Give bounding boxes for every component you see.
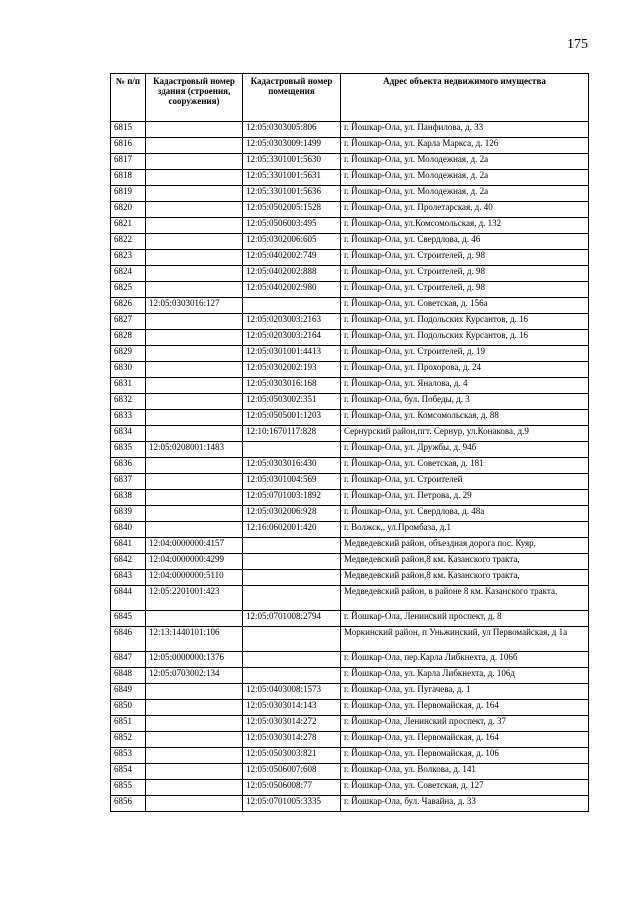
cell-address: г. Йошкар-Ола, ул. Свердлова, д. 48а xyxy=(341,506,589,522)
cell-row-number: 6832 xyxy=(111,394,146,410)
cell-building-cadastral: 12:04:0000000:4299 xyxy=(146,554,243,570)
table-row xyxy=(111,186,589,202)
cell-row-number: 6853 xyxy=(111,748,146,764)
cell-row-number: 6834 xyxy=(111,426,146,442)
table-row xyxy=(111,250,589,266)
cell-building-cadastral: 12:05:0703002:134 xyxy=(146,668,243,684)
table-row xyxy=(111,378,589,394)
table-row xyxy=(111,627,589,652)
table-row xyxy=(111,748,589,764)
cell-address: г. Йошкар-Ола, ул. Дружбы, д. 94б xyxy=(341,442,589,458)
cell-address: г. Йошкар-Ола, Ленинский проспект, д. 37 xyxy=(341,716,589,732)
cell-address: г. Йошкар-Ола, ул. Молодежная, д. 2а xyxy=(341,186,589,202)
cell-address: г. Йошкар-Ола, ул. Карла Маркса, д. 126 xyxy=(341,138,589,154)
cell-address: г. Йошкар-Ола, ул. Строителей, д. 98 xyxy=(341,266,589,282)
cell-premises-cadastral: 12:16:0602001:420 xyxy=(243,522,341,538)
cell-building-cadastral: 12:04:0000000:4157 xyxy=(146,538,243,554)
cell-row-number: 6835 xyxy=(111,442,146,458)
cell-building-cadastral xyxy=(146,202,243,218)
cell-row-number: 6830 xyxy=(111,362,146,378)
table-row xyxy=(111,314,589,330)
cell-premises-cadastral: 12:05:0303016:430 xyxy=(243,458,341,474)
cell-premises-cadastral: 12:05:0701008:2794 xyxy=(243,611,341,627)
cell-building-cadastral: 12:05:0208001:1483 xyxy=(146,442,243,458)
cell-row-number: 6827 xyxy=(111,314,146,330)
cell-row-number: 6840 xyxy=(111,522,146,538)
cell-building-cadastral xyxy=(146,716,243,732)
cell-row-number: 6823 xyxy=(111,250,146,266)
cell-building-cadastral: 12:04:0000000:5110 xyxy=(146,570,243,586)
cell-row-number: 6838 xyxy=(111,490,146,506)
cell-premises-cadastral: 12:05:0506008:77 xyxy=(243,780,341,796)
cell-building-cadastral xyxy=(146,394,243,410)
cell-row-number: 6816 xyxy=(111,138,146,154)
cell-building-cadastral: 12:13:1440101:106 xyxy=(146,627,243,652)
table-row xyxy=(111,282,589,298)
cell-row-number: 6825 xyxy=(111,282,146,298)
cell-premises-cadastral: 12:05:3301001:5630 xyxy=(243,154,341,170)
cell-address: г. Йошкар-Ола, ул. Строителей, д. 19 xyxy=(341,346,589,362)
cell-premises-cadastral: 12:05:3301001:5631 xyxy=(243,170,341,186)
table-row xyxy=(111,234,589,250)
cell-address: Медведевский район, объездная дорога пос. Куяр, xyxy=(341,538,589,554)
cell-premises-cadastral: 12:05:0203003:2164 xyxy=(243,330,341,346)
cell-address: г. Йошкар-Ола, ул. Пугачева, д. 1 xyxy=(341,684,589,700)
cell-premises-cadastral: 12:05:0303014:143 xyxy=(243,700,341,716)
table-row xyxy=(111,138,589,154)
table-row xyxy=(111,506,589,522)
cell-address: г. Йошкар-Ола, ул. Яналова, д. 4 xyxy=(341,378,589,394)
cell-building-cadastral xyxy=(146,250,243,266)
table-row xyxy=(111,362,589,378)
cell-building-cadastral xyxy=(146,170,243,186)
cell-building-cadastral xyxy=(146,186,243,202)
cell-premises-cadastral xyxy=(243,298,341,314)
cell-row-number: 6856 xyxy=(111,796,146,812)
property-registry-table xyxy=(110,73,589,812)
cell-premises-cadastral: 12:05:0303014:278 xyxy=(243,732,341,748)
cell-address: г. Йошкар-Ола, ул. Советская, д. 127 xyxy=(341,780,589,796)
cell-address: г. Йошкар-Ола, ул. Первомайская, д. 164 xyxy=(341,700,589,716)
cell-row-number: 6846 xyxy=(111,627,146,652)
cell-building-cadastral: 12:05:0303016:127 xyxy=(146,298,243,314)
cell-building-cadastral xyxy=(146,346,243,362)
table-row xyxy=(111,700,589,716)
cell-address: г. Йошкар-Ола, ул. Первомайская, д. 164 xyxy=(341,732,589,748)
table-row xyxy=(111,570,589,586)
cell-address: г. Йошкар-Ола, ул. Подольских Курсантов, д. 16 xyxy=(341,330,589,346)
table-row xyxy=(111,394,589,410)
cell-premises-cadastral xyxy=(243,668,341,684)
cell-building-cadastral xyxy=(146,122,243,138)
cell-building-cadastral xyxy=(146,611,243,627)
cell-address: г. Йошкар-Ола, ул. Комсомольская, д. 88 xyxy=(341,410,589,426)
cell-address: г. Йошкар-Ола, ул. Строителей, д. 98 xyxy=(341,250,589,266)
cell-row-number: 6852 xyxy=(111,732,146,748)
cell-address: Медведевский район,8 км. Казанского тракта, xyxy=(341,570,589,586)
table-row xyxy=(111,218,589,234)
cell-building-cadastral xyxy=(146,426,243,442)
table-row xyxy=(111,490,589,506)
cell-building-cadastral xyxy=(146,282,243,298)
cell-premises-cadastral: 12:05:0203003:2163 xyxy=(243,314,341,330)
cell-row-number: 6829 xyxy=(111,346,146,362)
table-row xyxy=(111,170,589,186)
cell-row-number: 6847 xyxy=(111,652,146,668)
cell-premises-cadastral: 12:05:0503002:351 xyxy=(243,394,341,410)
cell-building-cadastral xyxy=(146,218,243,234)
cell-premises-cadastral: 12:05:0505001:1203 xyxy=(243,410,341,426)
table-row xyxy=(111,684,589,700)
header-address: Адрес объекта недвижимого имущества xyxy=(341,74,589,122)
cell-building-cadastral xyxy=(146,522,243,538)
cell-premises-cadastral: 12:05:0402002:980 xyxy=(243,282,341,298)
cell-row-number: 6844 xyxy=(111,586,146,611)
cell-address: г. Йошкар-Ола, ул. Строителей, д. 98 xyxy=(341,282,589,298)
table-row xyxy=(111,298,589,314)
cell-building-cadastral xyxy=(146,748,243,764)
cell-row-number: 6843 xyxy=(111,570,146,586)
cell-building-cadastral xyxy=(146,154,243,170)
cell-address: г. Йошкар-Ола, ул. Первомайская, д. 106 xyxy=(341,748,589,764)
table-row xyxy=(111,796,589,812)
cell-building-cadastral xyxy=(146,474,243,490)
cell-premises-cadastral: 12:05:0302002:193 xyxy=(243,362,341,378)
table-row xyxy=(111,410,589,426)
cell-row-number: 6819 xyxy=(111,186,146,202)
cell-address: г. Волжск,, ул.Промбаза, д.1 xyxy=(341,522,589,538)
cell-premises-cadastral: 12:05:0303005:806 xyxy=(243,122,341,138)
cell-building-cadastral xyxy=(146,506,243,522)
cell-building-cadastral xyxy=(146,378,243,394)
cell-address: г. Йошкар-Ола, ул. Молодежная, д. 2а xyxy=(341,154,589,170)
cell-row-number: 6826 xyxy=(111,298,146,314)
table-row xyxy=(111,122,589,138)
cell-address: Сернурский район,пгт. Сернур, ул.Конакова, д.9 xyxy=(341,426,589,442)
cell-premises-cadastral xyxy=(243,652,341,668)
cell-address: Медведевский район,8 км. Казанского тракта, xyxy=(341,554,589,570)
cell-row-number: 6842 xyxy=(111,554,146,570)
cell-premises-cadastral: 12:05:0701003:1892 xyxy=(243,490,341,506)
cell-building-cadastral xyxy=(146,314,243,330)
table-row xyxy=(111,780,589,796)
table-row xyxy=(111,330,589,346)
table-row xyxy=(111,554,589,570)
table-row xyxy=(111,442,589,458)
table-row xyxy=(111,716,589,732)
cell-premises-cadastral: 12:05:0403008:1573 xyxy=(243,684,341,700)
table-row xyxy=(111,202,589,218)
cell-row-number: 6833 xyxy=(111,410,146,426)
cell-premises-cadastral: 12:05:0301001:4413 xyxy=(243,346,341,362)
cell-address: Моркинский район, п Уньжинский, ул Первомайская, д 1а xyxy=(341,627,589,652)
cell-building-cadastral xyxy=(146,410,243,426)
cell-premises-cadastral: 12:10:1670117:828 xyxy=(243,426,341,442)
cell-row-number: 6821 xyxy=(111,218,146,234)
cell-row-number: 6851 xyxy=(111,716,146,732)
cell-building-cadastral xyxy=(146,764,243,780)
cell-building-cadastral xyxy=(146,780,243,796)
cell-address: г. Йошкар-Ола, ул. Подольских Курсантов, д. 16 xyxy=(341,314,589,330)
cell-row-number: 6836 xyxy=(111,458,146,474)
cell-premises-cadastral xyxy=(243,586,341,611)
cell-address: г. Йошкар-Ола, ул.Комсомольская, д. 132 xyxy=(341,218,589,234)
table-row xyxy=(111,266,589,282)
cell-premises-cadastral xyxy=(243,538,341,554)
cell-building-cadastral xyxy=(146,458,243,474)
cell-premises-cadastral: 12:05:0302006:605 xyxy=(243,234,341,250)
cell-building-cadastral xyxy=(146,684,243,700)
cell-address: г. Йошкар-Ола, ул. Волкова, д. 141 xyxy=(341,764,589,780)
cell-address: г. Йошкар-Ола, пер.Карла Либкнехта, д. 106б xyxy=(341,652,589,668)
cell-building-cadastral xyxy=(146,234,243,250)
cell-address: г. Йошкар-Ола, ул. Советская, д. 156а xyxy=(341,298,589,314)
cell-premises-cadastral xyxy=(243,627,341,652)
table-row xyxy=(111,154,589,170)
cell-address: г. Йошкар-Ола, ул. Молодежная, д. 2а xyxy=(341,170,589,186)
cell-address: г. Йошкар-Ола, ул. Пролетарская, д. 40 xyxy=(341,202,589,218)
cell-building-cadastral xyxy=(146,796,243,812)
page-number: 175 xyxy=(567,37,588,52)
cell-premises-cadastral xyxy=(243,554,341,570)
cell-building-cadastral xyxy=(146,732,243,748)
cell-address: г. Йошкар-Ола, ул. Прохорова, д. 24 xyxy=(341,362,589,378)
cell-row-number: 6831 xyxy=(111,378,146,394)
cell-premises-cadastral: 12:05:0503003:821 xyxy=(243,748,341,764)
table-row xyxy=(111,346,589,362)
cell-building-cadastral xyxy=(146,700,243,716)
cell-premises-cadastral: 12:05:0303016:168 xyxy=(243,378,341,394)
cell-row-number: 6848 xyxy=(111,668,146,684)
cell-premises-cadastral: 12:05:0303014:272 xyxy=(243,716,341,732)
table-row xyxy=(111,764,589,780)
cell-premises-cadastral: 12:05:0402002:888 xyxy=(243,266,341,282)
cell-premises-cadastral: 12:05:0506007:608 xyxy=(243,764,341,780)
table-row xyxy=(111,668,589,684)
table-row xyxy=(111,652,589,668)
cell-address: Медведевский район, в районе 8 км. Казанского тракта, xyxy=(341,586,589,611)
header-building-cadastral: Кадастровый номер здания (строения, сооружения) xyxy=(146,74,243,122)
cell-premises-cadastral: 12:05:3301001:5636 xyxy=(243,186,341,202)
table-row xyxy=(111,586,589,611)
cell-row-number: 6822 xyxy=(111,234,146,250)
cell-building-cadastral xyxy=(146,138,243,154)
cell-premises-cadastral: 12:05:0301004:569 xyxy=(243,474,341,490)
header-premises-cadastral: Кадастровый номер помещения xyxy=(243,74,341,122)
cell-premises-cadastral xyxy=(243,442,341,458)
cell-address: г. Йошкар-Ола, бул. Чавайна, д. 33 xyxy=(341,796,589,812)
table-row xyxy=(111,538,589,554)
cell-premises-cadastral: 12:05:0402002:749 xyxy=(243,250,341,266)
cell-address: г. Йошкар-Ола, ул. Панфилова, д. 33 xyxy=(341,122,589,138)
cell-row-number: 6845 xyxy=(111,611,146,627)
table-row xyxy=(111,732,589,748)
cell-premises-cadastral: 12:05:0701005:3335 xyxy=(243,796,341,812)
table-header-row xyxy=(111,74,589,122)
cell-premises-cadastral: 12:05:0302006:928 xyxy=(243,506,341,522)
table-row xyxy=(111,458,589,474)
cell-row-number: 6854 xyxy=(111,764,146,780)
cell-row-number: 6817 xyxy=(111,154,146,170)
cell-building-cadastral xyxy=(146,330,243,346)
cell-row-number: 6837 xyxy=(111,474,146,490)
cell-premises-cadastral xyxy=(243,570,341,586)
header-row-number: № п/п xyxy=(111,74,146,122)
cell-address: г. Йошкар-Ола, ул. Петрова, д. 29 xyxy=(341,490,589,506)
cell-premises-cadastral: 12:05:0303009:1499 xyxy=(243,138,341,154)
cell-address: г. Йошкар-Ола, ул. Строителей xyxy=(341,474,589,490)
cell-row-number: 6820 xyxy=(111,202,146,218)
cell-building-cadastral xyxy=(146,266,243,282)
cell-row-number: 6828 xyxy=(111,330,146,346)
cell-row-number: 6815 xyxy=(111,122,146,138)
cell-row-number: 6841 xyxy=(111,538,146,554)
cell-address: г. Йошкар-Ола, Ленинский проспект, д. 8 xyxy=(341,611,589,627)
cell-building-cadastral: 12:05:0000000:1376 xyxy=(146,652,243,668)
cell-premises-cadastral: 12:05:0506003:495 xyxy=(243,218,341,234)
cell-premises-cadastral: 12:05:0502005:1528 xyxy=(243,202,341,218)
cell-row-number: 6850 xyxy=(111,700,146,716)
cell-address: г. Йошкар-Ола, ул. Свердлова, д. 46 xyxy=(341,234,589,250)
table-row xyxy=(111,522,589,538)
cell-row-number: 6849 xyxy=(111,684,146,700)
cell-building-cadastral xyxy=(146,490,243,506)
cell-row-number: 6824 xyxy=(111,266,146,282)
cell-address: г. Йошкар-Ола, бул. Победы, д. 3 xyxy=(341,394,589,410)
cell-row-number: 6839 xyxy=(111,506,146,522)
table-row xyxy=(111,611,589,627)
cell-address: г. Йошкар-Ола, ул. Карла Либкнехта, д. 106д xyxy=(341,668,589,684)
cell-row-number: 6855 xyxy=(111,780,146,796)
table-row xyxy=(111,426,589,442)
cell-building-cadastral xyxy=(146,362,243,378)
cell-address: г. Йошкар-Ола, ул. Советская, д. 181 xyxy=(341,458,589,474)
table-row xyxy=(111,474,589,490)
cell-building-cadastral: 12:05:2201001:423 xyxy=(146,586,243,611)
cell-row-number: 6818 xyxy=(111,170,146,186)
